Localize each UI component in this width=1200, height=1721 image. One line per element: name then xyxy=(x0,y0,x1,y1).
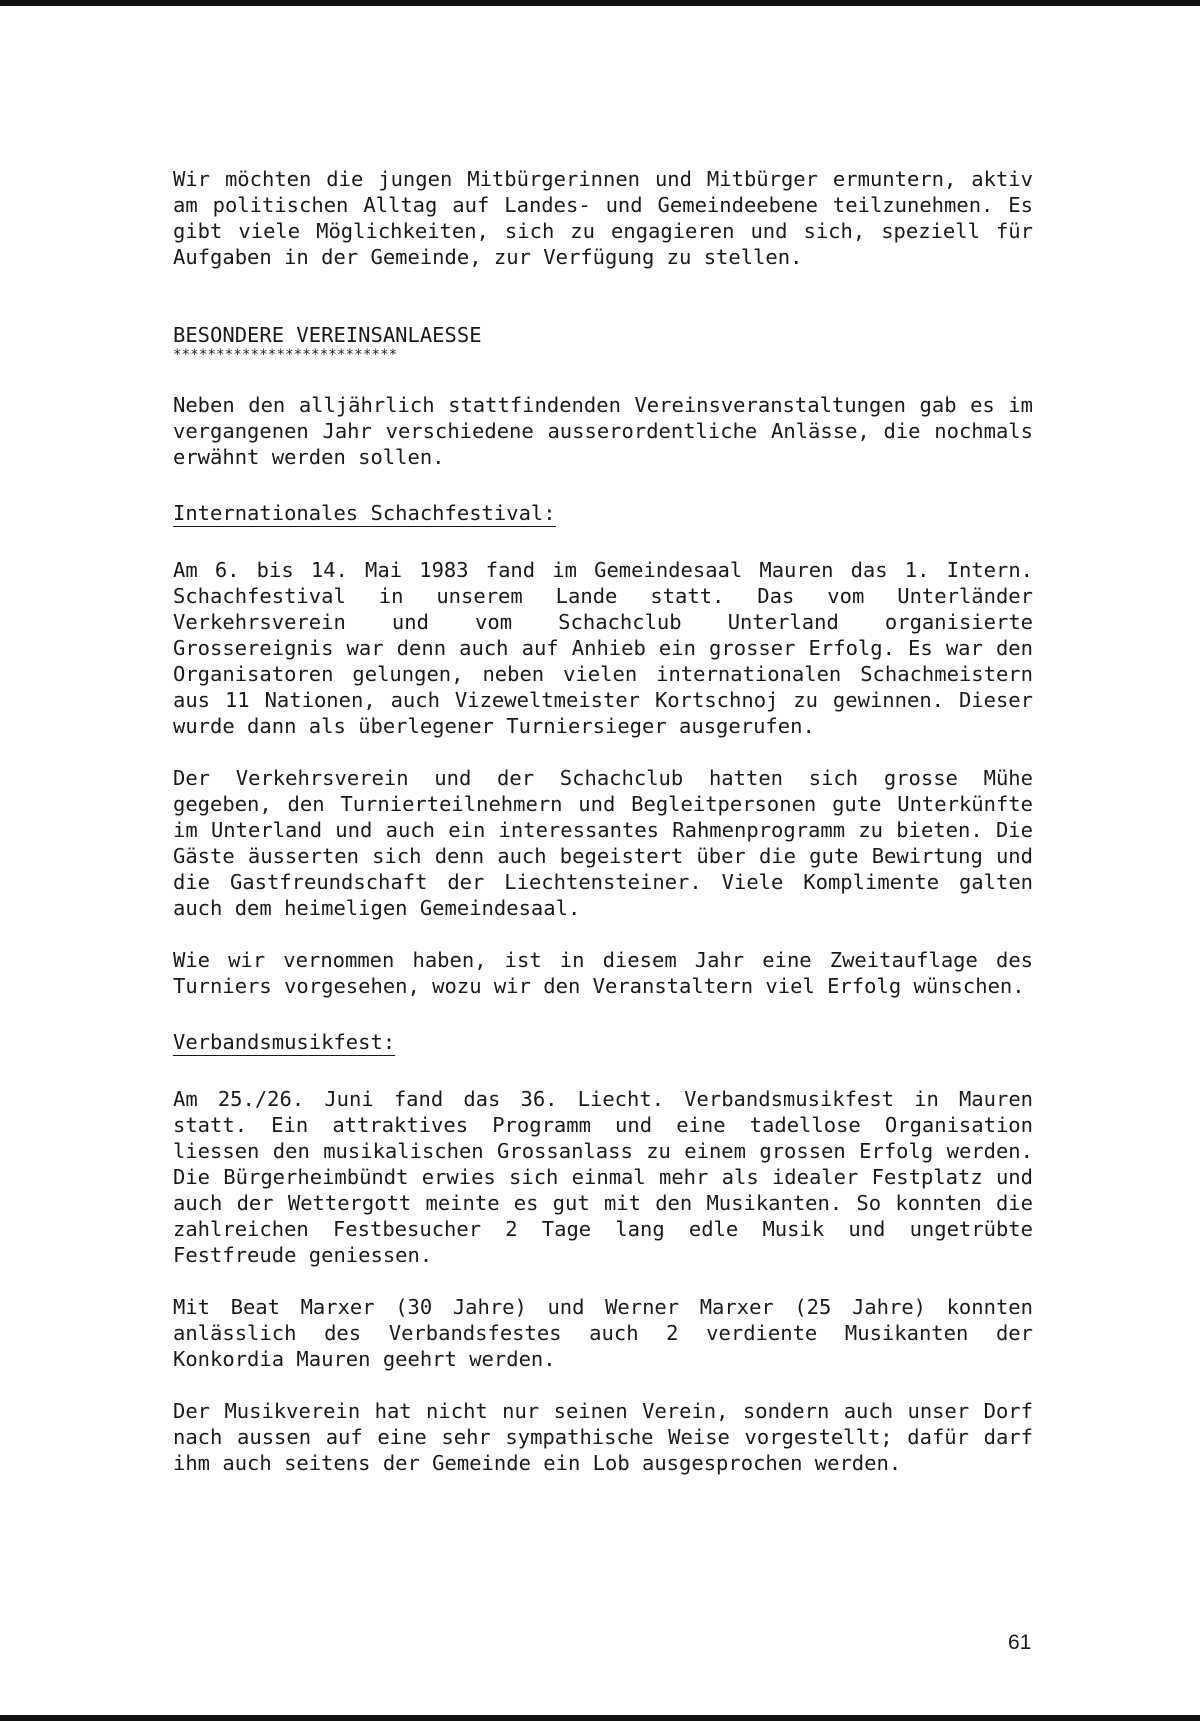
schach-paragraph-1: Am 6. bis 14. Mai 1983 fand im Gemeindesaal Mauren das 1. Intern. Schachfestival in unserem Lande statt. Das vom Unterländer Verkehrsverein und vom Schachclub Unterland organisierte Grossereignis war denn auch auf Anhieb ein grosser Erfolg. Es war den Organisatoren gelungen, neben vielen internationalen Schachmeistern aus 11 Nationen, auch Vizeweltmeister Kortschnoj zu gewinnen. Dieser wurde dann als überlegener Turniersieger ausgerufen. xyxy=(173,558,1033,738)
section-title-underline: ************************** xyxy=(173,347,398,363)
musik-paragraph-3: Der Musikverein hat nicht nur seinen Verein, sondern auch unser Dorf nach aussen auf eine sehr sympathische Weise vorgestellt; dafür darf ihm auch seitens der Gemeinde ein Lob ausgesprochen werden. xyxy=(173,1399,1033,1475)
intro-paragraph: Wir möchten die jungen Mitbürgerinnen und Mitbürger ermuntern, aktiv am politischen Alltag auf Landes- und Gemeindeebene teilzunehmen. Es gibt viele Möglichkeiten, sich zu engagieren und sich, speziell für Aufgaben in der Gemeinde, zur Verfügung zu stellen. xyxy=(173,167,1033,269)
schach-paragraph-3: Wie wir vernommen haben, ist in diesem Jahr eine Zweitauflage des Turniers vorgesehen, wozu wir den Veranstaltern viel Erfolg wünschen. xyxy=(173,948,1033,998)
section-intro: Neben den alljährlich stattfindenden Vereinsveranstaltungen gab es im vergangenen Jahr verschiedene ausserordentliche Anlässe, die nochmals erwähnt werden sollen. xyxy=(173,393,1033,469)
schach-heading: Internationales Schachfestival: xyxy=(173,501,556,525)
section-title: BESONDERE VEREINSANLAESSE xyxy=(173,323,482,347)
top-border xyxy=(0,0,1200,6)
musik-heading: Verbandsmusikfest: xyxy=(173,1030,396,1054)
page-number: 61 xyxy=(1008,1631,1032,1654)
musik-paragraph-1: Am 25./26. Juni fand das 36. Liecht. Verbandsmusikfest in Mauren statt. Ein attraktives Programm und eine tadellose Organisation liessen den musikalischen Grossanlass zu einem grossen Erfolg werden. Die Bürgerheimbündt erwies sich einmal mehr als idealer Festplatz und auch der Wettergott meinte es gut mit den Musikanten. So konnten die zahlreichen Festbesucher 2 Tage lang edle Musik und ungetrübte Festfreude geniessen. xyxy=(173,1087,1033,1267)
bottom-border xyxy=(0,1715,1200,1721)
musik-paragraph-2: Mit Beat Marxer (30 Jahre) und Werner Marxer (25 Jahre) konnten anlässlich des Verbandsfestes auch 2 verdiente Musikanten der Konkordia Mauren geehrt werden. xyxy=(173,1295,1033,1371)
schach-paragraph-2: Der Verkehrsverein und der Schachclub hatten sich grosse Mühe gegeben, den Turnierteilnehmern und Begleitpersonen gute Unterkünfte im Unterland und auch ein interessantes Rahmenprogramm zu bieten. Die Gäste äusserten sich denn auch begeistert über die gute Bewirtung und die Gastfreundschaft der Liechtensteiner. Viele Komplimente galten auch dem heimeligen Gemeindesaal. xyxy=(173,766,1033,920)
page-body xyxy=(173,166,1033,1476)
